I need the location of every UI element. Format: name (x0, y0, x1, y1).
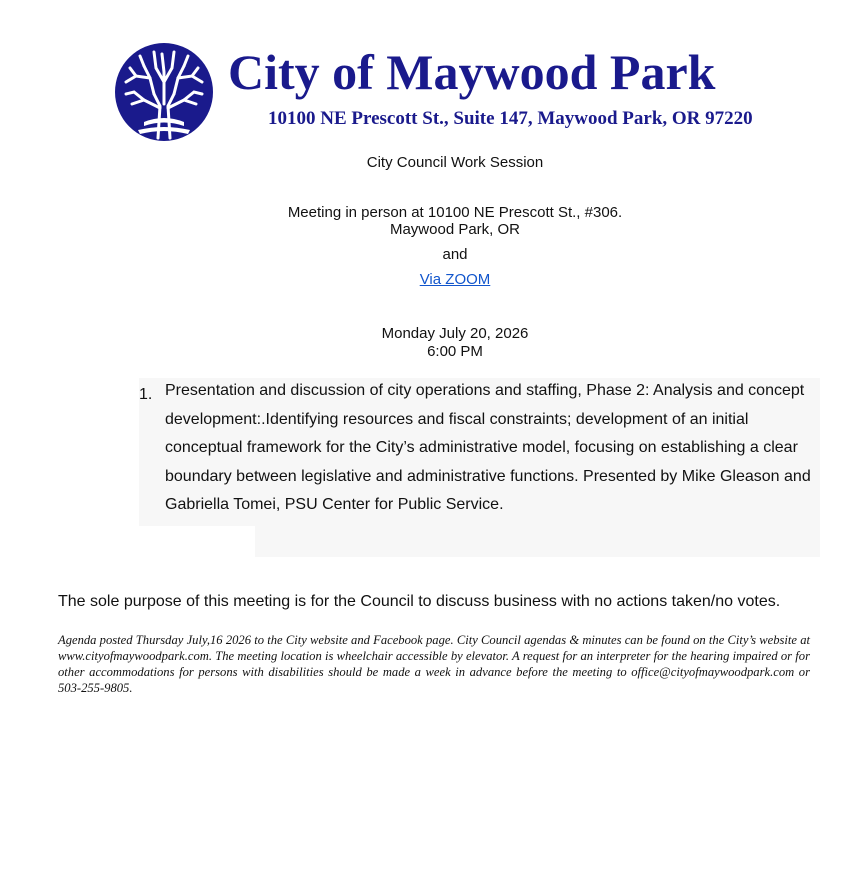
posting-notice: Agenda posted Thursday July,16 2026 to the City website and Facebook page. City Council agendas & minutes can be found on the City’s website at www.cityofmaywoodpark.com. The meeting location is wheelchair accessible by elevator. A request for an interpreter for the hearing impaired or for other accommodations for persons with disabilities should be made a week in advance before the meeting to office@cityofmaywoodpark.com or 503-255-9805. (58, 633, 810, 695)
tree-seal-icon (114, 42, 214, 142)
meeting-date: Monday July 20, 2026 (381, 325, 529, 342)
agenda-item-number: 1. (139, 386, 153, 403)
zoom-link-wrapper (0, 271, 867, 289)
meeting-and-text: and (442, 246, 468, 263)
zoom-link[interactable]: Via ZOOM (419, 271, 491, 288)
agenda-item-text: Presentation and discussion of city operations and staffing, Phase 2: Analysis and concept development:.Identifying resources and fiscal constraints; development of an initial conceptual framework for the City’s administrative model, focusing on establishing a clear boundary between legislative and administrative functions. Presented by Mike Gleason and Gabriella Tomei, PSU Center for Public Service. (165, 382, 811, 513)
meeting-location-line2: Maywood Park, OR (389, 221, 521, 238)
org-address: 10100 NE Prescott St., Suite 147, Maywood Park, OR 97220 (268, 108, 753, 129)
purpose-statement: The sole purpose of this meeting is for the Council to discuss business with no actions taken/no votes. (58, 593, 781, 610)
meeting-title: City Council Work Session (366, 154, 544, 171)
agenda-box-tail (255, 526, 820, 557)
meeting-time: 6:00 PM (427, 343, 483, 360)
org-name: City of Maywood Park (228, 44, 716, 100)
meeting-location-line1: Meeting in person at 10100 NE Prescott St., #306. (287, 204, 623, 221)
